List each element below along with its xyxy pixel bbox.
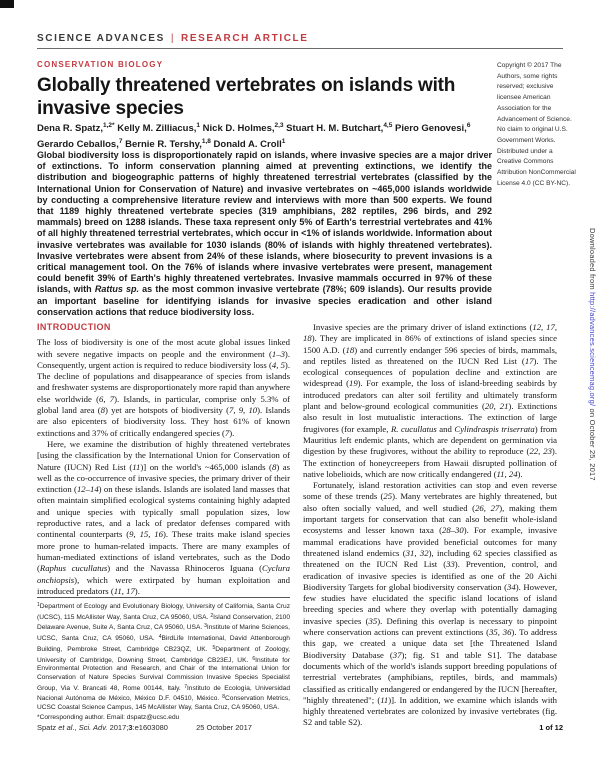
left-column	[37, 322, 290, 597]
download-url-link[interactable]: http://advances.sciencemag.org/	[588, 292, 597, 407]
corresponding-author[interactable]: *Corresponding author. Email: dspatz@ucsc.edu	[37, 713, 180, 721]
journal-name: SCIENCE ADVANCES	[37, 33, 165, 44]
intro-paragraph: The loss of biodiversity is one of the most acute global issues linked with severe negative impacts on people and the environment (1–3). Consequently, urgent action is required to reduce biodiversity loss (4, 5). The decline of populations and disappearance of species from islands and freshwater systems are disproportionately more rapid than anywhere else worldwide (6, 7). Islands, in particular, comprise only 5.3% of global land area (8) yet are hotspots of biodiversity (7, 9, 10). Islands are also epicenters of biodiversity loss. They host 61% of known extinctions and 37% of critically endangered species (7).	[37, 337, 291, 438]
footer-citation: Spatz et al., Sci. Adv. 2017;3:e1603080	[37, 723, 168, 732]
page-number: 1 of 12	[539, 723, 563, 732]
masthead-divider: |	[170, 33, 176, 44]
copyright-notice: Copyright © 2017 The Authors, some rights reserved; exclusive licensee American Association for the Advancement of Science. No claim to original U.S. Government Works. Distributed under a Creative Commons Attribution NonCommercial License 4.0 (CC BY-NC).	[497, 62, 576, 187]
introduction-heading: INTRODUCTION	[37, 322, 111, 332]
masthead	[37, 33, 309, 44]
scan-artifact	[0, 0, 14, 8]
footer-date: 25 October 2017	[196, 723, 252, 732]
intro-paragraph: Invasive species are the primary driver of island extinctions (12, 17, 18). They are implicated in 86% of extinctions of island species since 1500 A.D. (18) and currently endanger 596 species of birds, mammals, and reptiles listed as threatened on the IUCN Red List (17). The ecological consequences of population decline and extinction are widespread (19). For example, the loss of island-breeding seabirds by introduced predators can alter soil fertility and ultimately transform plant and below-ground ecological communities (20, 21). Extinctions also result in lost mutualistic interactions. The extinction of large frugivores (for example, R. cucullatus and Cylindraspis triserrata) from Mauritius left endemic plants, which are dependent on germination via digestion by these frugivores, without the ability to reproduce (22, 23). The extinction of honeycreepers from Hawaii disrupted pollination of native lobelioids, which are now critically endangered (11, 24).	[303, 322, 558, 479]
download-watermark	[588, 228, 597, 573]
download-prefix: Downloaded from	[588, 228, 597, 293]
author-list: Dena R. Spatz,$^{1,2*}$ Kelly M. Zilliacus,$^1$ Nick D. Holmes,$^{2,3}$ Stuart H. M. Butchart,$^{4,5}$ Piero Genovesi,$^6$ Gerardo Ceballos,$^7$ Bernie R. Tershy,$^{1,8}$ Donald A. Croll$^1$	[37, 122, 471, 150]
affiliations-text: $^1$Department of Ecology and Evolutionary Biology, University of California, Santa Cruz (UCSC), 115 McAllister Way, Santa Cruz, CA 95060, USA. $^2$Island Conservation, 2100 Delaware Avenue, Suite A, Santa Cruz, CA 95060, USA. $^3$Institute of Marine Sciences, UCSC, Santa Cruz, CA 95060, USA. $^4$BirdLife International, David Attenborough Building, Pembroke Street, Cambridge CB23QZ, UK. $^5$Department of Zoology, University of Cambridge, Downing Street, Cambridge CB23EJ, UK. $^6$Institute for Environmental Protection and Research, and Chair of the International Union for Conservation of Nature Species Survival Commission Invasive Species Specialist Group, Via V. Brancati 48, Rome 00144, Italy. $^7$Instituto de Ecología, Universidad Nacional Autónoma de México, México D.F. 04510, México. $^8$Conservation Metrics, UCSC Coastal Science Campus, 145 McAllister Way, Santa Cruz, CA 95060, USA.	[37, 602, 290, 712]
page-footer	[37, 723, 563, 732]
right-column	[303, 322, 557, 729]
affiliations-footnote	[37, 597, 290, 722]
download-suffix: on October 25, 2017	[588, 406, 597, 481]
intro-paragraph: Fortunately, island restoration activities can stop and even reverse some of these trends (25). Many vertebrates are highly threatened, but also often socially valued, and well studied (26, 27), making them important targets for conservation that can also benefit whole-island ecosystems and lesser known taxa (28–30). For example, invasive mammal eradications have provided beneficial outcomes for many threatened island endemics (31, 32), including 62 species classified as threatened on the IUCN Red List (33). Prevention, control, and eradication of invasive species is identified as one of the 20 Aichi Biodiversity Targets for global biodiversity conservation (34). However, few studies have elucidated the specific island locations of island breeding species and where they overlap with potentially damaging invasive species (35). Defining this overlap is necessary to pinpoint where conservation actions can prevent extinctions (35, 36). To address this gap, we created a unique data set [the Threatened Island Biodiversity Database (37); fig. S1 and table S1]. The database documents which of the world's islands support breeding populations of terrestrial vertebrates (amphibians, reptiles, birds, and mammals) classified as critically endangered or endangered by the IUCN [hereafter, "highly threatened"; (11)]. In addition, we examine which islands with highly threatened vertebrates are colonized by invasive vertebrates (fig. S2 and table S2).	[303, 480, 558, 728]
page-title: Globally threatened vertebrates on islands with invasive species	[37, 75, 456, 119]
section-label: CONSERVATION BIOLOGY	[37, 60, 164, 69]
intro-paragraph: Here, we examine the distribution of highly threatened vertebrates [using the classification by the International Union for Conservation of Nature (IUCN) Red List (11)] on the world's ~465,000 islands (8) as well as the co-occurrence of invasive species, the primary driver of their extinction (12–14) on these islands. Islands are isolated land masses that often maintain simplified ecological systems containing highly adapted and unique species with typically small population sizes, low reproductive rates, and a lack of predator defenses compared with continental counterparts (9, 15, 16). These traits make island species more prone to human-related impacts. There are many examples of human-mediated extinctions of island vertebrates, such as the Dodo (Raphus cucullatus) and the Navassa Rhinoceros Iguana (Cyclura onchiopsis), which were extirpated by human exploitation and introduced predators (11, 17).	[37, 438, 291, 596]
header-rule	[37, 48, 563, 49]
abstract: Global biodiversity loss is disproportionately rapid on islands, where invasive species are a major driver of extinctions. To inform conservation planning aimed at preventing extinctions, we identify the distribution and biogeographic patterns of highly threatened terrestrial vertebrates (classified by the International Union for Conservation of Nature) and invasive vertebrates on ~465,000 islands worldwide by conducting a comprehensive literature review and interviews with more than 500 experts. We found that 1189 highly threatened vertebrate species (319 amphibians, 282 reptiles, 296 birds, and 292 mammals) breed on 1288 islands. These taxa represent only 5% of Earth's terrestrial vertebrates and 41% of all highly threatened terrestrial vertebrates, which occur in <1% of islands worldwide. Information about invasive vertebrates was available for 1030 islands (80% of islands with highly threatened vertebrates). Invasive vertebrates were absent from 24% of these islands, where biosecurity to prevent invasions is a critical management tool. On the 76% of islands where invasive vertebrates were present, management could benefit 39% of Earth's highly threatened vertebrates. Invasive mammals occurred in 97% of these islands, with Rattus sp. as the most common invasive vertebrate (78%; 609 islands). Our results provide an important baseline for identifying islands for invasive species eradication and other island conservation actions that reduce biodiversity loss.	[37, 150, 492, 317]
article-type-label: RESEARCH ARTICLE	[181, 33, 309, 44]
